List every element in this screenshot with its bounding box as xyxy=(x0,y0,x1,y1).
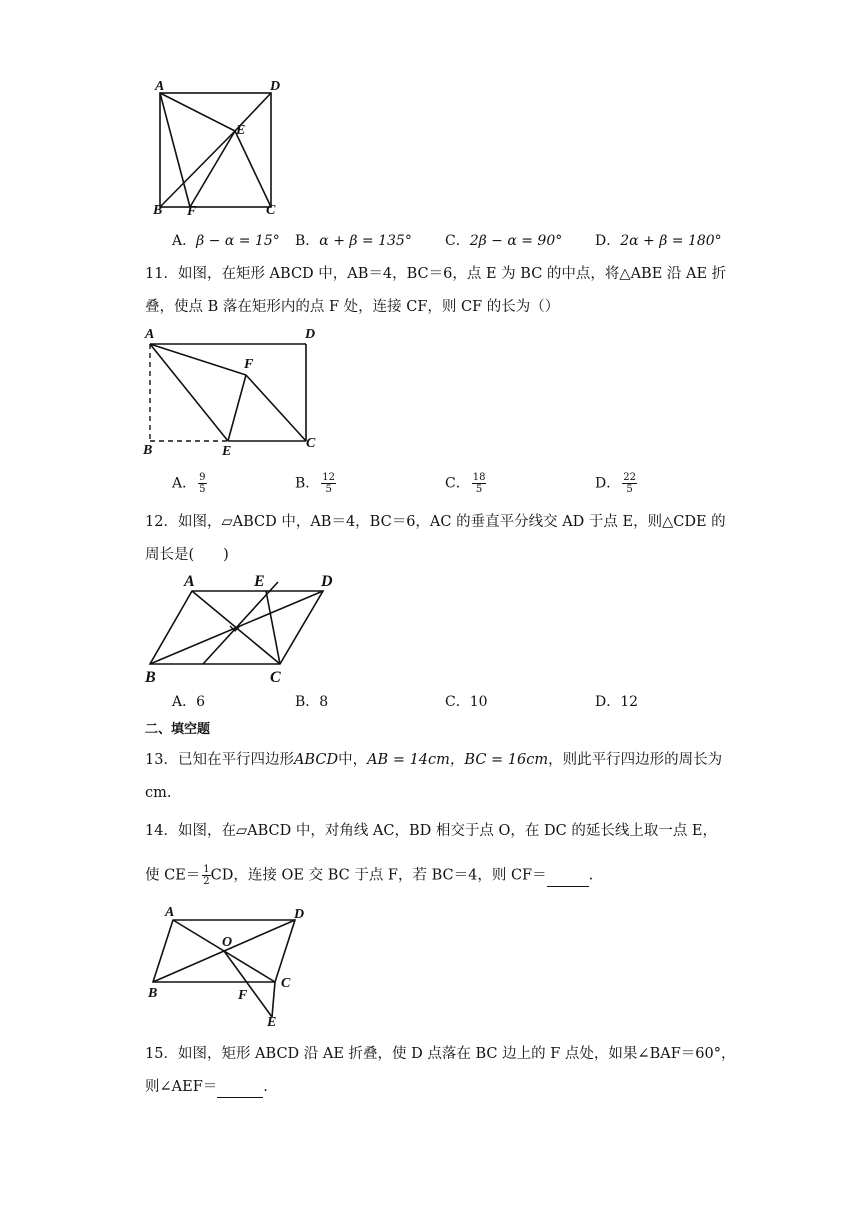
fraction-denominator: 5 xyxy=(325,484,332,495)
q12-label-d: D xyxy=(321,573,333,590)
q12-label-e: E xyxy=(254,573,265,590)
fraction-denominator: 2 xyxy=(203,876,210,887)
q10-option-a xyxy=(172,231,280,251)
q14-label-f: F xyxy=(238,988,248,1003)
q11-text-line2: 叠，使点 B 落在矩形内的点 F 处，连接 CF，则 CF 的长为（） xyxy=(145,299,560,315)
q14-fraction xyxy=(202,864,210,887)
q12-label-a: A xyxy=(184,573,195,590)
q11-text-line1: 11．如图，在矩形 ABCD 中，AB＝4，BC＝6，点 E 为 BC 的中点，将△ABE 沿 AE 折 xyxy=(145,266,727,282)
q14-label-c: C xyxy=(281,976,291,991)
q14-text-line1: 14．如图，在▱ABCD 中，对角线 AC，BD 相交于点 O，在 DC 的延长线上取一点 E， xyxy=(145,823,718,839)
q12-option-d xyxy=(595,692,638,712)
q14-label-b: B xyxy=(148,986,158,1001)
q14-text-end: . xyxy=(588,867,594,884)
option-letter: A． xyxy=(172,694,197,710)
option-fraction xyxy=(622,472,637,495)
q12-option-c xyxy=(445,692,488,712)
option-expression: 2β − α = 90° xyxy=(469,233,563,249)
q14-figure xyxy=(140,900,320,1030)
q15-text-line2 xyxy=(145,1077,268,1098)
option-letter: B． xyxy=(295,694,320,710)
q14-label-e: E xyxy=(267,1015,277,1030)
q10-label-f: F xyxy=(187,204,197,219)
q10-label-d: D xyxy=(270,79,281,94)
fraction-denominator: 5 xyxy=(475,484,483,495)
q11-option-a xyxy=(172,472,207,495)
option-letter: D． xyxy=(595,233,621,249)
q12-text-line1: 12．如图，▱ABCD 中，AB＝4，BC＝6，AC 的垂直平分线交 AD 于点 E，则△CDE 的 xyxy=(145,514,726,530)
option-value: 8 xyxy=(319,694,329,710)
q13-math-lengths: AB = 14cm，BC = 16cm xyxy=(367,752,549,768)
fraction-denominator: 5 xyxy=(199,484,206,495)
q13-text: ，则此平行四边形的周长为 xyxy=(548,752,723,768)
option-value: 10 xyxy=(469,694,488,710)
option-value: 12 xyxy=(620,694,639,710)
q14-answer-blank[interactable] xyxy=(547,866,589,887)
q13-text-line2: cm. xyxy=(145,785,172,801)
q10-label-c: C xyxy=(266,203,276,218)
option-fraction xyxy=(198,472,206,495)
option-letter: C． xyxy=(445,233,470,249)
q10-figure xyxy=(150,74,290,220)
q15-answer-blank[interactable] xyxy=(217,1077,263,1098)
q11-label-f: F xyxy=(244,357,254,372)
q14-text: 使 CE＝ xyxy=(145,867,201,884)
q14-text-line2 xyxy=(145,864,593,887)
q13-prefix: 13．已知在平行四边形 xyxy=(145,752,294,768)
fraction-numerator: 18 xyxy=(472,472,486,483)
option-letter: D． xyxy=(595,475,621,492)
q12-figure xyxy=(140,568,340,688)
option-letter: C． xyxy=(445,694,470,710)
option-fraction xyxy=(321,472,336,495)
fraction-numerator: 12 xyxy=(322,472,336,483)
q12-option-b xyxy=(295,692,328,712)
q15-text-end: . xyxy=(263,1079,268,1095)
q15-text-line1: 15．如图，矩形 ABCD 沿 AE 折叠，使 D 点落在 BC 边上的 F 点处，如果∠BAF＝60°， xyxy=(145,1046,736,1062)
q11-label-a: A xyxy=(145,327,155,342)
q11-option-d xyxy=(595,472,637,495)
option-fraction xyxy=(472,472,487,495)
q10-option-b xyxy=(295,231,412,251)
q11-label-b: B xyxy=(143,443,153,458)
q10-label-e: E xyxy=(236,123,246,138)
option-letter: A． xyxy=(172,475,197,492)
q12-option-a xyxy=(172,692,205,712)
q14-text: CD，连接 OE 交 BC 于点 F，若 BC＝4，则 CF＝ xyxy=(210,867,547,884)
q12-label-b: B xyxy=(145,669,156,686)
option-letter: D． xyxy=(595,694,621,710)
q14-label-d: D xyxy=(294,907,305,922)
q10-label-b: B xyxy=(153,203,163,218)
q12-label-c: C xyxy=(270,669,281,686)
q10-option-c xyxy=(445,231,562,251)
fraction-denominator: 5 xyxy=(626,484,633,495)
option-value: 6 xyxy=(196,694,206,710)
q13-text-line1 xyxy=(145,750,722,770)
q10-label-a: A xyxy=(155,79,165,94)
q14-label-a: A xyxy=(165,905,175,920)
q11-label-d: D xyxy=(305,327,316,342)
q11-label-e: E xyxy=(222,444,232,458)
fraction-numerator: 22 xyxy=(623,472,636,483)
q13-text: 中， xyxy=(338,752,368,768)
q10-option-d xyxy=(595,231,722,251)
q11-option-b xyxy=(295,472,336,495)
option-expression: β − α = 15° xyxy=(196,233,280,249)
q15-text: 则∠AEF＝ xyxy=(145,1079,218,1095)
fraction-numerator: 1 xyxy=(203,864,210,875)
option-expression: α + β = 135° xyxy=(319,233,412,249)
q13-math-abcd: ABCD xyxy=(293,752,339,768)
q11-figure xyxy=(140,322,330,458)
option-letter: C． xyxy=(445,475,470,492)
fraction-numerator: 9 xyxy=(199,472,206,483)
q11-label-c: C xyxy=(306,436,316,451)
q11-option-c xyxy=(445,472,486,495)
option-expression: 2α + β = 180° xyxy=(620,233,722,249)
option-letter: B． xyxy=(295,233,320,249)
option-letter: B． xyxy=(295,475,320,492)
section-title: 二、填空题 xyxy=(145,722,211,737)
q12-text-line2: 周长是( ) xyxy=(145,547,229,563)
option-letter: A． xyxy=(172,233,197,249)
q14-label-o: O xyxy=(222,935,233,950)
